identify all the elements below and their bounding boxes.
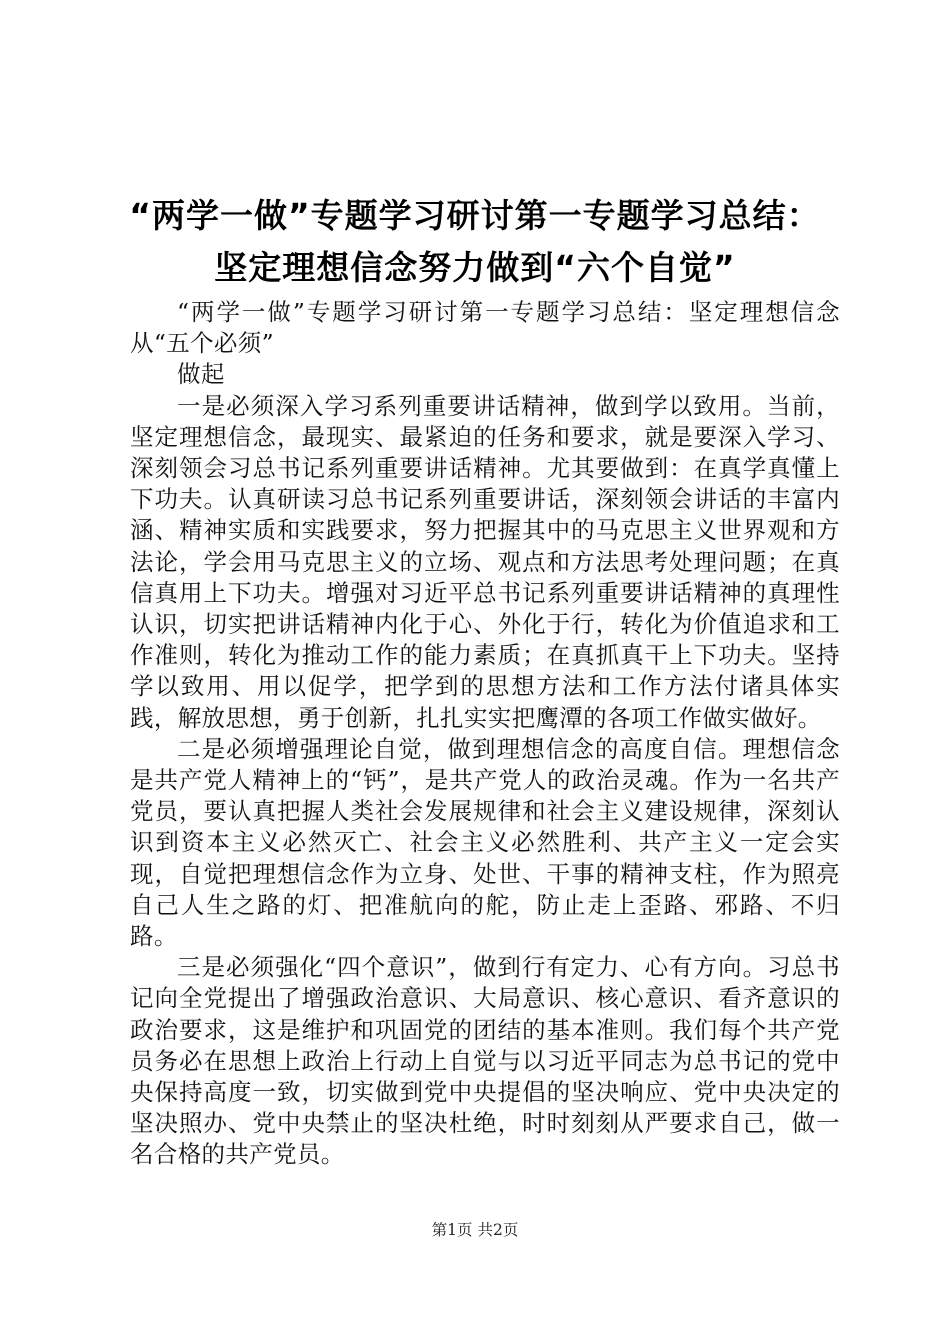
page-footer: 第1页 共2页 [431,1221,519,1239]
intro-continuation: 做起 [177,360,225,389]
document-title-line-1: “两学一做”专题学习研讨第一专题学习总结： [129,196,821,235]
paragraph-one: 一是必须深入学习系列重要讲话精神，做到学以致用。当前，坚定理想信念，最现实、最紧迫的任务和要求，就是要深入学习、深刻领会习总书记系列重要讲话精神。尤其要做到：在真学真懂上下功夫。认真研读习总书记系列重要讲话，深刻领会讲话的丰富内涵、精神实质和实践要求，努力把握其中的马克思主义世界观和方法论，学会用马克思主义的立场、观点和方法思考处理问题；在真信真用上下功夫。增强对习近平总书记系列重要讲话精神的真理性认识，切实把讲话精神内化于心、外化于行，转化为价值追求和工作准则，转化为推动工作的能力素质；在真抓真干上下功夫。坚持学以致用、用以促学，把学到的思想方法和工作方法付诸具体实践，解放思想，勇于创新，扎扎实实把鹰潭的各项工作做实做好。 [130,391,840,732]
paragraph-three: 三是必须强化“四个意识”，做到行有定力、心有方向。习总书记向全党提出了增强政治意识、大局意识、核心意识、看齐意识的政治要求，这是维护和巩固党的团结的基本准则。我们每个共产党员务必在思想上政治上行动上自觉与以习近平同志为总书记的党中央保持高度一致，切实做到党中央提倡的坚决响应、党中央决定的坚决照办、党中央禁止的坚决杜绝，时时刻刻从严要求自己，做一名合格的共产党员。 [130,953,840,1169]
intro-paragraph: “两学一做”专题学习研讨第一专题学习总结：坚定理想信念从“五个必须” [130,298,840,358]
document-title-line-2: 坚定理想信念努力做到“六个自觉” [214,248,736,287]
document-body [130,297,840,1171]
paragraph-two: 二是必须增强理论自觉，做到理想信念的高度自信。理想信念是共产党人精神上的“钙”，是共产党人的政治灵魂。作为一名共产党员，要认真把握人类社会发展规律和社会主义建设规律，深刻认识到资本主义必然灭亡、社会主义必然胜利、共产主义一定会实现，自觉把理想信念作为立身、处世、干事的精神支柱，作为照亮自己人生之路的灯、把准航向的舵，防止走上歪路、邪路、不归路。 [130,734,840,951]
